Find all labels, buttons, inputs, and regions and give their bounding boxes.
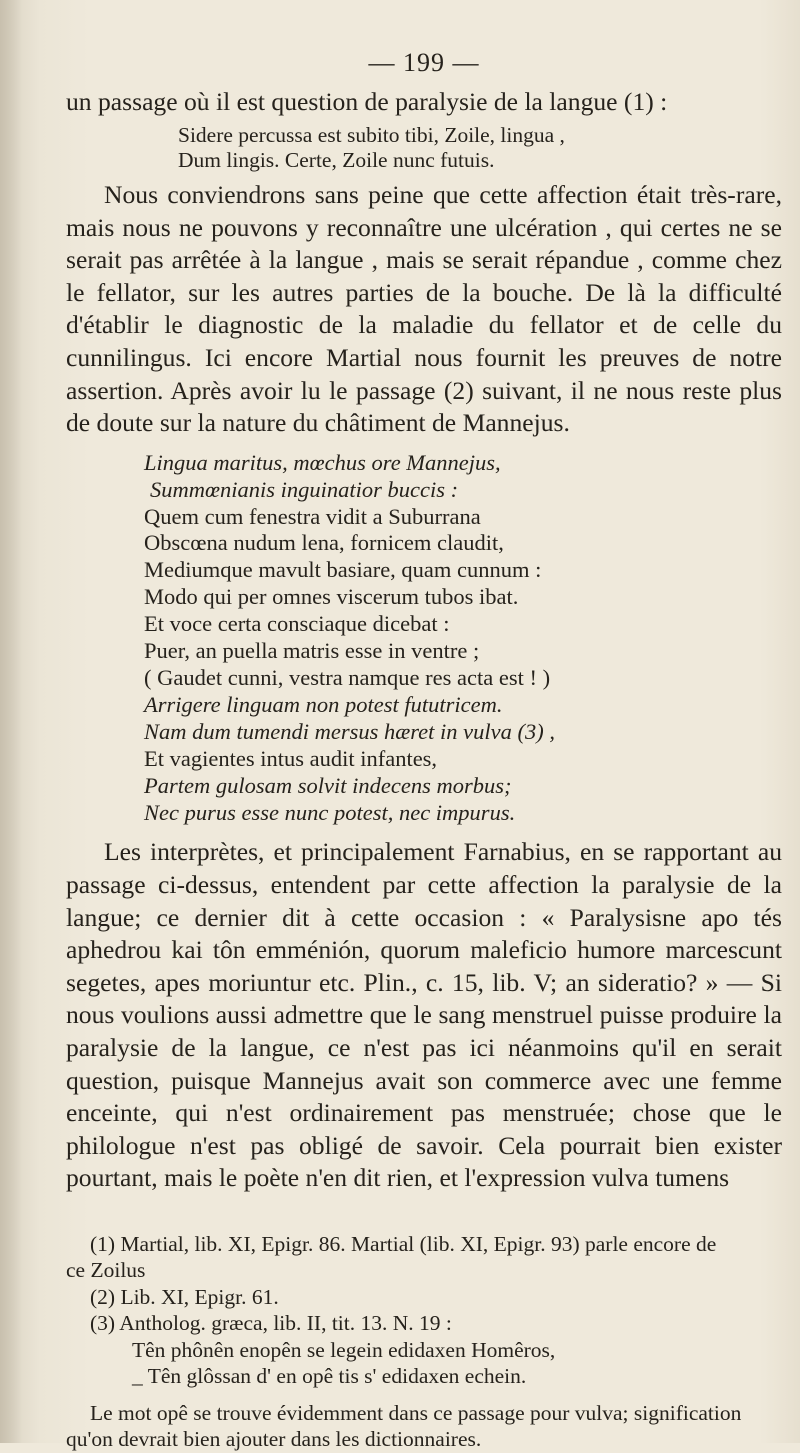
poem-line: Et voce certa consciaque dicebat : xyxy=(144,611,450,637)
paragraph-diagnosis: Nous conviendrons sans peine que cette affection était très-rare, mais nous ne pouvons y reconnaître une ulcération , qui certes ne se serait pas arrêtée à la langue , mais se serait répandue , comme chez le fellator, sur les autres parties de la bouche. De là la difficulté d'établir le diagnostic de la maladie du fellator et de celle du cunnilingus. Ici encore Martial nous fournit les preuves de notre assertion. Après avoir lu le passage (2) suivant, il ne nous reste plus de doute sur la nature du châtiment de Mannejus. xyxy=(66,180,782,438)
martial-quote xyxy=(178,123,782,173)
poem-line: ( Gaudet cunni, vestra namque res acta est ! ) xyxy=(144,665,551,690)
footnote-remark: Le mot opê se trouve évidemment dans ce passage pour vulva; signification xyxy=(90,1400,742,1425)
poem-line: Et vagientes intus audit infantes, xyxy=(144,745,438,771)
footnote-1-cont: ce Zoilus xyxy=(66,1258,146,1283)
poem-line: Nam dum tumendi mersus hæret in vulva (3) , xyxy=(144,718,555,744)
quote-line: Sidere percussa est subito tibi, Zoile, lingua , xyxy=(178,122,565,147)
greek-line: _ Tên glôssan d' en opê tis s' edidaxen echein. xyxy=(132,1364,527,1389)
footnote-1: (1) Martial, lib. XI, Epigr. 86. Martial (lib. XI, Epigr. 93) parle encore de xyxy=(90,1231,717,1256)
poem-line: Lingua maritus, mœchus ore Mannejus, xyxy=(144,449,501,475)
poem-line: Nec purus esse nunc potest, nec impurus. xyxy=(144,799,516,825)
footnote-2: (2) Lib. XI, Epigr. 61. xyxy=(90,1284,279,1309)
paragraph-interpreters: Les interprètes, et principalement Farnabius, en se rapportant au passage ci-dessus, entendent par cette affection la paralysie de la langue; ce dernier dit à cette occasion : « Paralysisne apo tés aphedrou kai tôn emménión, quorum maleficio humore marcescunt segetes, apes moriuntur etc. Plin., c. 15, lib. V; an sideratio? » — Si nous voulions aussi admettre que le sang menstruel puisse produire la paralysie de la langue, ce n'est pas ici néanmoins qu'il en serait question, puisque Mannejus avait son commerce avec une femme enceinte, qui n'est ordinairement pas menstruée; chose que le philologue n'est pas obligé de savoir. Cela pourrait bien exister pourtant, mais le poète n'en dit rien, et l'expression vulva tumens xyxy=(66,837,782,1193)
poem-line: Mediumque mavult basiare, quam cunnum : xyxy=(144,557,542,583)
intro-line: un passage où il est question de paralysie de la langue (1) : xyxy=(66,87,668,116)
page-number: — 199 — xyxy=(368,48,480,77)
greek-line: Tên phônên enopên se legein edidaxen Homêros, xyxy=(132,1337,556,1362)
quote-line: Dum lingis. Certe, Zoile nunc futuis. xyxy=(178,147,495,172)
poem-line: Quem cum fenestra vidit a Suburrana xyxy=(144,503,481,529)
poem-line: Obscœna nudum lena, fornicem claudit, xyxy=(144,530,504,556)
page-content xyxy=(66,48,782,1453)
footnote-remark-cont: qu'on devrait bien ajouter dans les dictionnaires. xyxy=(66,1427,482,1452)
poem-line: Puer, an puella matris esse in ventre ; xyxy=(144,638,480,664)
poem-line: Arrigere linguam non potest fututricem. xyxy=(144,691,503,717)
footnotes xyxy=(66,1231,782,1453)
footnote-3: (3) Antholog. græca, lib. II, tit. 13. N. 19 : xyxy=(90,1311,452,1336)
poem-mannejus xyxy=(144,450,782,827)
poem-line: Modo qui per omnes viscerum tubos ibat. xyxy=(144,584,519,610)
poem-line: Summœnianis inguinatior buccis : xyxy=(150,476,459,502)
page-gutter-shadow xyxy=(0,0,22,1443)
poem-line: Partem gulosam solvit indecens morbus; xyxy=(144,772,512,798)
